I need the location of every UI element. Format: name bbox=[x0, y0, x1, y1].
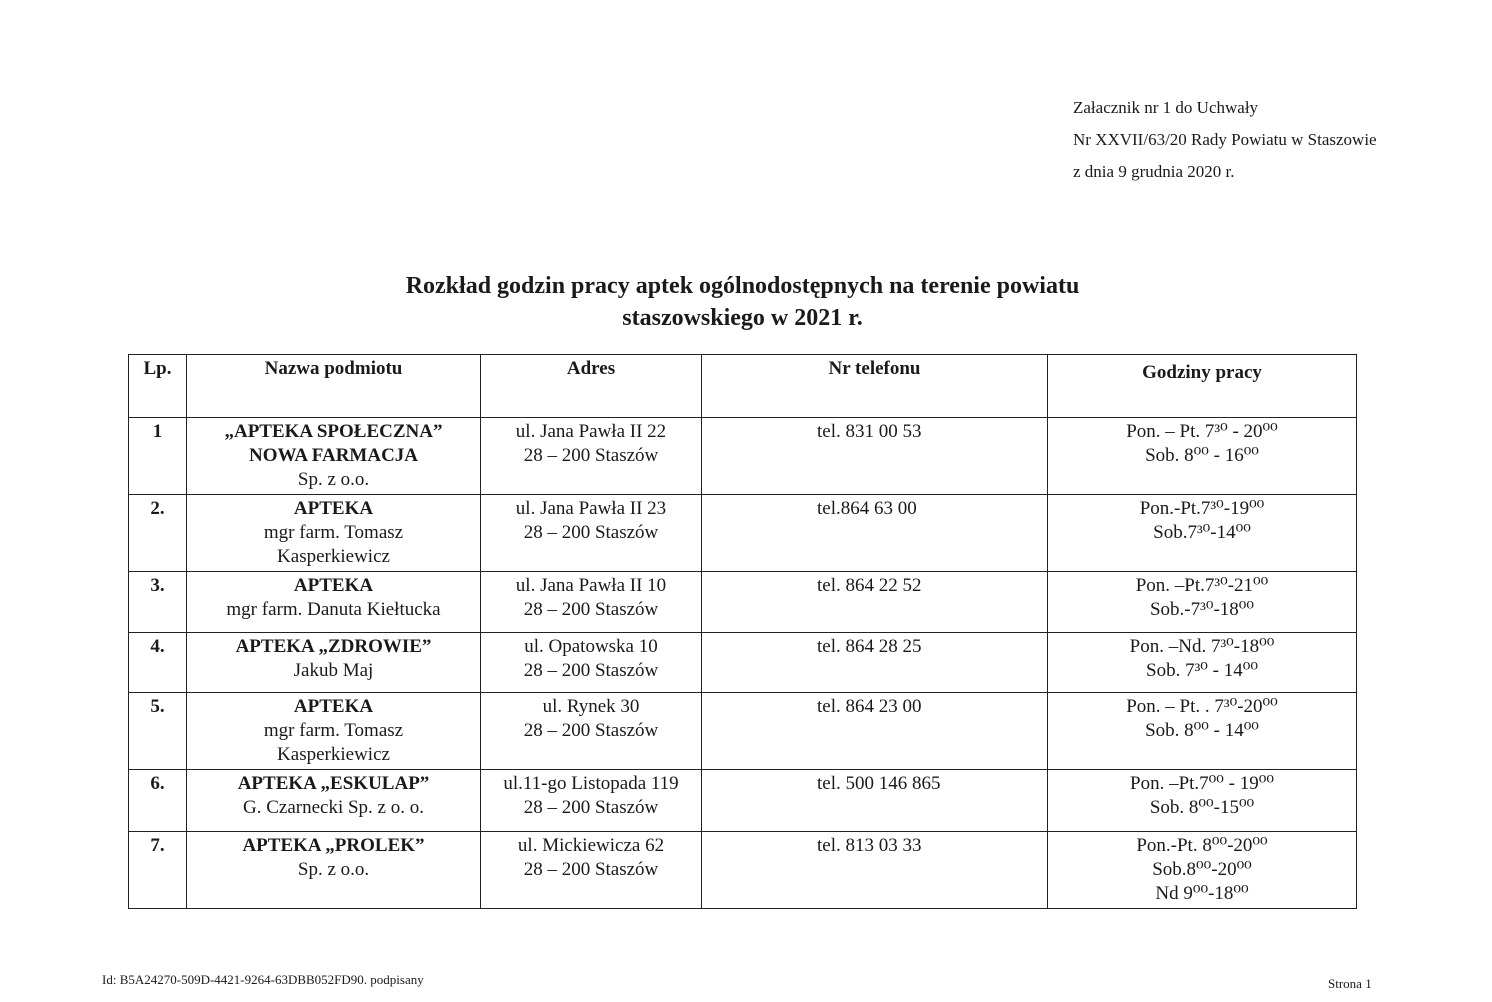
cell-address bbox=[481, 832, 702, 909]
cell-name bbox=[187, 495, 481, 572]
cell-phone: tel. 864 23 00 bbox=[702, 693, 1048, 770]
address-line: 28 – 200 Staszów bbox=[523, 720, 659, 741]
header-address: Adres bbox=[481, 355, 702, 418]
name-line: Jakub Maj bbox=[293, 660, 374, 681]
cell-hours bbox=[1048, 495, 1357, 572]
cell-hours bbox=[1048, 832, 1357, 909]
name-bold-line: APTEKA „ZDROWIE” bbox=[235, 636, 432, 657]
header-hours: Godziny pracy bbox=[1048, 355, 1357, 418]
table-row bbox=[129, 495, 1357, 572]
cell-name bbox=[187, 770, 481, 832]
attachment-line-2: Nr XXVII/63/20 Rady Powiatu w Staszowie bbox=[1073, 130, 1377, 149]
pharmacy-table bbox=[128, 354, 1357, 909]
title-line-1: Rozkład godzin pracy aptek ogólnodostępnych na terenie powiatu bbox=[405, 273, 1080, 299]
name-line: G. Czarnecki Sp. z o. o. bbox=[243, 797, 424, 818]
table-body bbox=[129, 418, 1357, 909]
address-line: ul. Opatowska 10 bbox=[524, 636, 658, 657]
address-line: 28 – 200 Staszów bbox=[523, 599, 659, 620]
address-line: ul. Mickiewicza 62 bbox=[517, 835, 665, 856]
cell-name bbox=[187, 418, 481, 495]
hours-line: Sob.7³⁰-14⁰⁰ bbox=[1153, 522, 1251, 543]
cell-phone: tel. 813 03 33 bbox=[702, 832, 1048, 909]
cell-name bbox=[187, 832, 481, 909]
table-row bbox=[129, 770, 1357, 832]
cell-hours bbox=[1048, 418, 1357, 495]
hours-line: Pon.-Pt. 8⁰⁰-20⁰⁰ bbox=[1136, 835, 1268, 856]
name-line: Kasperkiewicz bbox=[277, 546, 390, 567]
name-line: Sp. z o.o. bbox=[297, 859, 370, 880]
cell-name bbox=[187, 633, 481, 693]
hours-line: Pon. –Pt.7⁰⁰ - 19⁰⁰ bbox=[1130, 773, 1274, 794]
table-row bbox=[129, 832, 1357, 909]
name-bold-line: APTEKA „PROLEK” bbox=[242, 835, 425, 856]
name-line: mgr farm. Tomasz bbox=[263, 522, 404, 543]
cell-lp: 3. bbox=[129, 572, 187, 633]
name-bold-line: APTEKA „ESKULAP” bbox=[237, 773, 430, 794]
cell-address bbox=[481, 418, 702, 495]
attachment-line-1: Załacznik nr 1 do Uchwały bbox=[1073, 98, 1259, 117]
name-line: Sp. z o.o. bbox=[297, 469, 370, 490]
cell-lp: 1 bbox=[129, 418, 187, 495]
header-name: Nazwa podmiotu bbox=[187, 355, 481, 418]
name-bold-line: APTEKA bbox=[293, 696, 374, 717]
address-line: ul.11-go Listopada 119 bbox=[503, 773, 679, 794]
address-line: 28 – 200 Staszów bbox=[523, 522, 659, 543]
cell-address bbox=[481, 572, 702, 633]
hours-line: Sob. 8⁰⁰ - 16⁰⁰ bbox=[1145, 445, 1259, 466]
cell-lp: 4. bbox=[129, 633, 187, 693]
cell-address bbox=[481, 770, 702, 832]
hours-line: Sob. 7³⁰ - 14⁰⁰ bbox=[1146, 660, 1258, 681]
name-line: mgr farm. Danuta Kiełtucka bbox=[226, 599, 441, 620]
cell-address bbox=[481, 495, 702, 572]
cell-address bbox=[481, 633, 702, 693]
page-number: Strona 1 bbox=[1328, 976, 1372, 991]
address-line: 28 – 200 Staszów bbox=[523, 660, 659, 681]
cell-phone: tel.864 63 00 bbox=[702, 495, 1048, 572]
hours-line: Nd 9⁰⁰-18⁰⁰ bbox=[1155, 883, 1249, 904]
address-line: 28 – 200 Staszów bbox=[523, 859, 659, 880]
cell-lp: 5. bbox=[129, 693, 187, 770]
cell-phone: tel. 831 00 53 bbox=[702, 418, 1048, 495]
document-title bbox=[230, 270, 1255, 334]
table-header-row bbox=[129, 355, 1357, 418]
header-lp: Lp. bbox=[129, 355, 187, 418]
hours-line: Sob. 8⁰⁰-15⁰⁰ bbox=[1149, 797, 1255, 818]
hours-line: Pon. –Pt.7³⁰-21⁰⁰ bbox=[1135, 575, 1269, 596]
hours-line: Pon. – Pt. . 7³⁰-20⁰⁰ bbox=[1126, 696, 1278, 717]
hours-line: Sob.-7³⁰-18⁰⁰ bbox=[1149, 599, 1255, 620]
address-line: ul. Jana Pawła II 10 bbox=[515, 575, 667, 596]
attachment-note bbox=[1073, 92, 1377, 188]
address-line: 28 – 200 Staszów bbox=[523, 797, 659, 818]
cell-address bbox=[481, 693, 702, 770]
name-bold-line: „APTEKA SPOŁECZNA” bbox=[224, 421, 443, 442]
hours-line: Sob.8⁰⁰-20⁰⁰ bbox=[1152, 859, 1252, 880]
name-bold-line: APTEKA bbox=[293, 575, 374, 596]
hours-line: Sob. 8⁰⁰ - 14⁰⁰ bbox=[1145, 720, 1259, 741]
cell-phone: tel. 864 28 25 bbox=[702, 633, 1048, 693]
cell-lp: 6. bbox=[129, 770, 187, 832]
address-line: 28 – 200 Staszów bbox=[523, 445, 659, 466]
cell-hours bbox=[1048, 693, 1357, 770]
cell-hours bbox=[1048, 572, 1357, 633]
name-line: Kasperkiewicz bbox=[277, 744, 390, 765]
cell-hours bbox=[1048, 770, 1357, 832]
hours-line: Pon. –Nd. 7³⁰-18⁰⁰ bbox=[1129, 636, 1275, 657]
document-id: Id: B5A24270-509D-4421-9264-63DBB052FD90. podpisany bbox=[102, 972, 424, 987]
table-row bbox=[129, 693, 1357, 770]
header-phone: Nr telefonu bbox=[702, 355, 1048, 418]
cell-name bbox=[187, 572, 481, 633]
attachment-line-3: z dnia 9 grudnia 2020 r. bbox=[1073, 162, 1235, 181]
cell-phone: tel. 864 22 52 bbox=[702, 572, 1048, 633]
cell-hours bbox=[1048, 633, 1357, 693]
title-line-2: staszowskiego w 2021 r. bbox=[622, 305, 863, 331]
address-line: ul. Jana Pawła II 23 bbox=[515, 498, 667, 519]
cell-phone: tel. 500 146 865 bbox=[702, 770, 1048, 832]
table-row bbox=[129, 418, 1357, 495]
name-bold-line: APTEKA bbox=[293, 498, 374, 519]
cell-lp: 2. bbox=[129, 495, 187, 572]
table-row bbox=[129, 633, 1357, 693]
name-bold-line: NOWA FARMACJA bbox=[248, 445, 419, 466]
table-row bbox=[129, 572, 1357, 633]
cell-lp: 7. bbox=[129, 832, 187, 909]
name-line: mgr farm. Tomasz bbox=[263, 720, 404, 741]
address-line: ul. Rynek 30 bbox=[542, 696, 640, 717]
hours-line: Pon.-Pt.7³⁰-19⁰⁰ bbox=[1139, 498, 1265, 519]
address-line: ul. Jana Pawła II 22 bbox=[515, 421, 667, 442]
hours-line: Pon. – Pt. 7³⁰ - 20⁰⁰ bbox=[1126, 421, 1278, 442]
cell-name bbox=[187, 693, 481, 770]
